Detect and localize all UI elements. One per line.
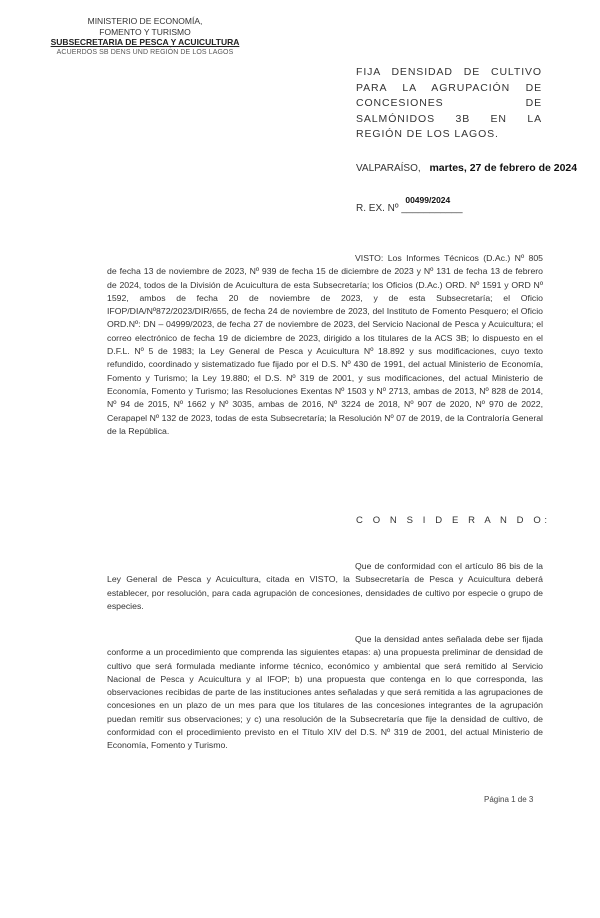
visto-lead: VISTO:	[355, 253, 384, 263]
considerando-text: Que la densidad antes señalada debe ser fijada conforme a un procedimiento que comprenda las siguientes etapas: a) una propuesta preliminar de densidad de cultivo que será formulada mediante informe técnico, económico y ambiental que será remitido al Servicio Nacional de Pesca y Acuicultura y al IFOP; b) una propuesta que contenga en lo que corresponda, las observaciones recibidas de parte de las instituciones antes señaladas y que será remitida a las agrupaciones de concesiones en un plazo de un mes para que los titulares de las concesiones integrantes de la agrupación puedan remitir sus observaciones; y c) una resolución de la Subsecretaría que fije la densidad de cultivo, de conformidad con el procedimiento previsto en el Título XIV del D.S. Nº 319 de 2001, del actual Ministerio de Economía, Fomento y Turismo.	[107, 634, 543, 751]
place: VALPARAÍSO,	[356, 163, 421, 174]
date: martes, 27 de febrero de 2024	[429, 162, 578, 174]
letterhead	[30, 16, 260, 58]
considerando-heading: C O N S I D E R A N D O:	[356, 515, 551, 526]
considerando-text: Que de conformidad con el artículo 86 bis de la Ley General de Pesca y Acuicultura, citada en VISTO, la Subsecretaría de Pesca y Acuicultura deberá establecer, por resolución, para cada agrupación de concesiones, densidades de cultivo por especie o grupo de especies.	[107, 561, 543, 611]
ministry-line-2: FOMENTO Y TURISMO	[99, 26, 191, 37]
resolution-number	[356, 195, 463, 214]
ministry-line-1: MINISTERIO DE ECONOMÍA,	[87, 16, 203, 26]
rex-label: R. EX. Nº	[356, 203, 399, 214]
visto-paragraph	[107, 252, 543, 438]
rex-blank-line: ___________	[401, 203, 463, 214]
considerando-item-1	[107, 560, 543, 613]
place-date	[356, 162, 577, 174]
rex-number-field	[401, 195, 463, 214]
page-number: Página 1 de 3	[484, 795, 534, 804]
rex-number: 00499/2024	[405, 195, 451, 205]
visto-text: Los Informes Técnicos (D.Ac.) Nº 805 de fecha 13 de noviembre de 2023, Nº 939 de fecha 15 de diciembre de 2023 y Nº 131 de fecha 13 de febrero de 2024, todos de la División de Acuicultura de esta Subsecretaría; los Oficios (D.Ac.) ORD. Nº 1591 y ORD Nº 1592, ambos de fecha 20 de noviembre de 2023, y de esta Subsecretaría; el Oficio IFOP/DIA/Nº872/2023/DIR/655, de fecha 24 de noviembre de 2023, del Instituto de Fomento Pesquero; el Oficio ORD.Nº: DN – 04999/2023, de fecha 27 de noviembre de 2023, del Servicio Nacional de Pesca y Acuicultura; el correo electrónico de fecha 19 de diciembre de 2023, dirigido a los titulares de la ACS 3B; lo dispuesto en el D.F.L. Nº 5 de 1983; la Ley General de Pesca y Acuicultura Nº 18.892 y sus modificaciones, cuyo texto refundido, coordinado y sistematizado fue fijado por el D.S. Nº 430 de 1991, del actual Ministerio de Economía, Fomento y Turismo; la Ley 19.880; el D.S. Nº 319 de 2001, y sus modificaciones, del actual Ministerio de Economía, Fomento y Turismo; las Resoluciones Exentas Nº 1503 y Nº 2713, ambas de 2013, Nº 828 de 2014, Nº 94 de 2015, Nº 1662 y Nº 3035, ambas de 2016, Nº 3224 de 2018, Nº 907 de 2020, Nº 970 de 2022, Cerapapel Nº 132 de 2023, todas de esta Subsecretaría; la Resolución Nº 07 de 2019, de la Contraloría General de la República.	[107, 253, 543, 436]
considerando-item-2	[107, 633, 543, 753]
resolution-subject: FIJA DENSIDAD DE CULTIVO PARA LA AGRUPACIÓN DE CONCESIONES DE SALMÓNIDOS 3B EN LA REGIÓN DE LOS LAGOS.	[356, 66, 542, 140]
unit-name: ACUERDOS SB DENS UND REGIÓN DE LOS LAGOS	[56, 48, 234, 56]
subsecretaria-name: SUBSECRETARIA DE PESCA Y ACUICULTURA	[50, 37, 240, 47]
